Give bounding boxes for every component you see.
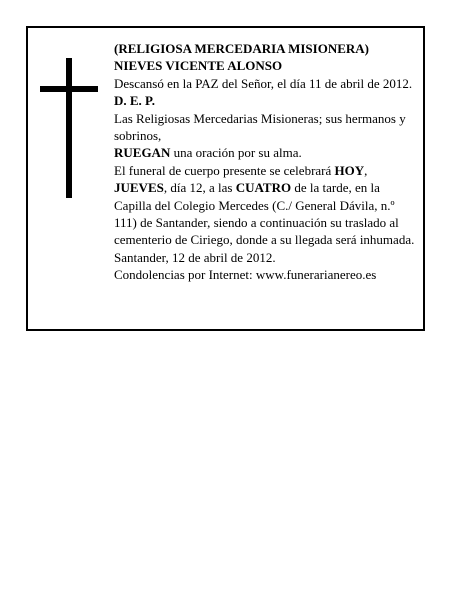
deceased-name: NIEVES VICENTE ALONSO — [114, 58, 283, 74]
mourners-line: Las Religiosas Mercedarias Misioneras; sus hermanos y sobrinos, — [114, 110, 406, 144]
funeral-details — [114, 162, 420, 249]
place-date-line: Santander, 12 de abril de 2012. — [114, 249, 276, 265]
cross-horizontal-bar — [40, 86, 98, 92]
funeral-time: CUATRO — [235, 180, 292, 196]
congregation-line: (RELIGIOSA MERCEDARIA MISIONERA) — [114, 41, 369, 56]
dep-line: D. E. P. — [114, 93, 156, 109]
prayer-request-verb: RUEGAN — [114, 145, 171, 161]
prayer-request — [114, 144, 420, 161]
prayer-request-text: una oración por su alma. — [170, 145, 302, 161]
cross-vertical-bar — [66, 58, 72, 198]
funeral-day-name: JUEVES — [114, 180, 164, 196]
obituary-notice — [26, 26, 425, 331]
condolences-line: Condolencias por Internet: www.funerarianereo.es — [114, 267, 377, 283]
funeral-today: HOY — [334, 162, 365, 178]
funeral-comma: , — [364, 162, 368, 178]
funeral-text-3: de la tarde, en la Capilla del Colegio Mercedes (C./ General Dávila, n.º 111) de Santander, siendo a continuación su traslado al cementerio de Ciriego, donde a su llegada será inhumada. — [114, 180, 415, 248]
cross-icon — [40, 58, 98, 198]
funeral-text-2: , día 12, a las — [163, 180, 236, 196]
funeral-text-1: El funeral de cuerpo presente se celebrará — [114, 162, 335, 178]
notice-body — [114, 40, 420, 284]
death-statement: Descansó en la PAZ del Señor, el día 11 de abril de 2012. — [114, 75, 413, 91]
